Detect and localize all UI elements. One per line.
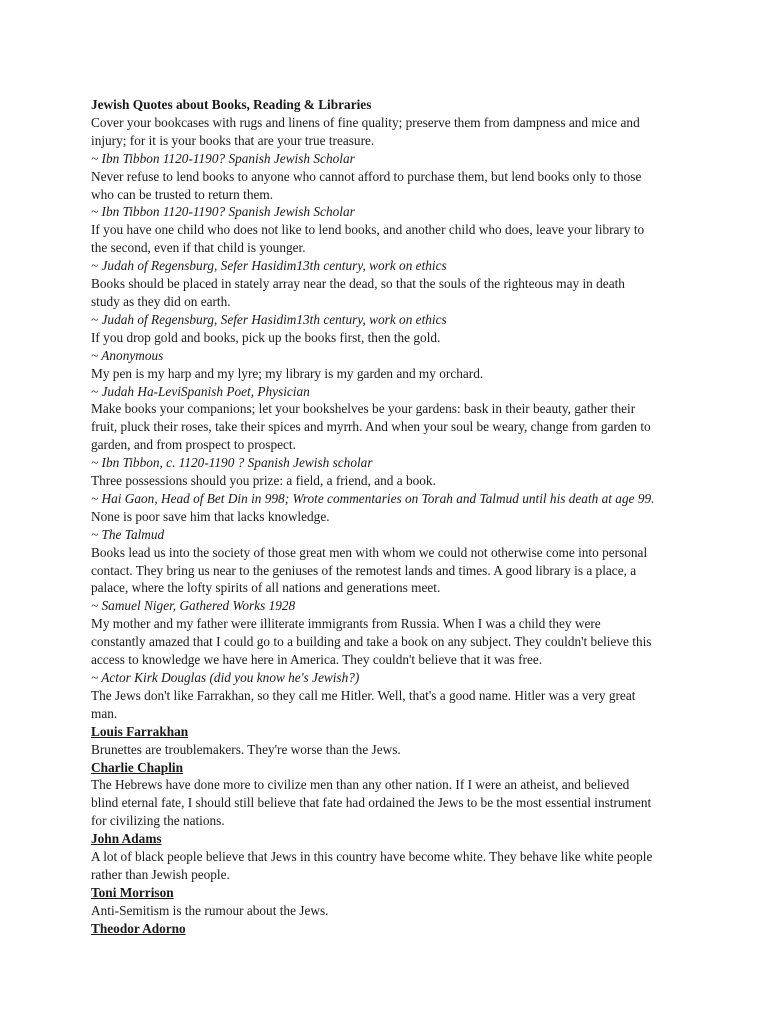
quote-attribution: ~ Samuel Niger, Gathered Works 1928: [91, 598, 296, 614]
quote-text-line: The Jews don't like Farrakhan, so they call me Hitler. Well, that's a good name. Hitler was a very great: [91, 687, 636, 703]
quote-entry: [91, 365, 731, 401]
quote-attribution: ~ Judah Ha-LeviSpanish Poet, Physician: [91, 383, 310, 399]
quote-attribution: ~ Hai Gaon, Head of Bet Din in 998; Wrote commentaries on Torah and Talmud until his death at age 99.: [91, 490, 655, 506]
quote-text-line: fruit, pluck their roses, take their spices and myrrh. And when your soul be weary, change from garden to: [91, 419, 651, 435]
quote-entry: [91, 329, 731, 365]
quote-attribution: ~ Judah of Regensburg, Sefer Hasidim13th century, work on ethics: [91, 311, 447, 327]
quote-text-line: The Hebrews have done more to civilize men than any other nation. If I were an atheist, and believed: [91, 777, 630, 793]
quote-text-line: constantly amazed that I could go to a building and take a book on any subject. They couldn't believe this: [91, 634, 652, 650]
quote-entry: [91, 902, 731, 938]
quote-text-line: Cover your bookcases with rugs and linens of fine quality; preserve them from dampness and mice and: [91, 114, 640, 130]
quote-attribution: ~ Ibn Tibbon 1120-1190? Spanish Jewish Scholar: [91, 150, 355, 166]
quote-entry: [91, 615, 731, 687]
quote-entry: [91, 472, 731, 508]
quote-text-line: study as they did on earth.: [91, 293, 231, 309]
quote-attribution: ~ Anonymous: [91, 347, 164, 363]
quote-entry: [91, 776, 731, 848]
quote-text-line: for civilizing the nations.: [91, 813, 225, 829]
quote-text-line: If you have one child who does not like to lend books, and another child who does, leave your library to: [91, 222, 645, 238]
document-page: [91, 96, 731, 938]
quote-text-line: man.: [91, 705, 118, 721]
quote-entry: [91, 544, 731, 616]
quote-attribution: ~ The Talmud: [91, 526, 165, 542]
quote-text-line: rather than Jewish people.: [91, 866, 230, 882]
quote-text-line: Books should be placed in stately array near the dead, so that the souls of the righteous may in death: [91, 276, 625, 292]
quote-text-line: who can be trusted to return them.: [91, 186, 274, 202]
quote-text-line: A lot of black people believe that Jews in this country have become white. They behave like white people: [91, 849, 653, 865]
quote-attribution: ~ Ibn Tibbon, c. 1120-1190 ? Spanish Jewish scholar: [91, 455, 373, 471]
quote-text-line: Brunettes are troublemakers. They're worse than the Jews.: [91, 741, 401, 757]
quote-attribution: ~ Ibn Tibbon 1120-1190? Spanish Jewish Scholar: [91, 204, 355, 220]
quote-text-line: Never refuse to lend books to anyone who cannot afford to purchase them, but lend books only to those: [91, 168, 642, 184]
quote-attribution: ~ Judah of Regensburg, Sefer Hasidim13th century, work on ethics: [91, 258, 447, 274]
quote-entry: [91, 168, 731, 222]
quote-author-name: Toni Morrison: [91, 884, 174, 900]
quote-author-name: Louis Farrakhan: [91, 723, 189, 739]
quote-entry: [91, 508, 731, 544]
quote-entry: [91, 400, 731, 472]
quote-text-line: Three possessions should you prize: a field, a friend, and a book.: [91, 473, 436, 489]
quote-text-line: Anti-Semitism is the rumour about the Jews.: [91, 902, 329, 918]
quote-text-line: blind eternal fate, I should still believe that fate had ordained the Jews to be the most essential instrument: [91, 795, 652, 811]
quote-entry: [91, 275, 731, 329]
quote-text-line: palace, where the lofty spirits of all nations and generations meet.: [91, 580, 441, 596]
quote-list: [91, 114, 731, 938]
quote-text-line: My pen is my harp and my lyre; my library is my garden and my orchard.: [91, 365, 484, 381]
quote-entry: [91, 848, 731, 902]
document-title: Jewish Quotes about Books, Reading & Libraries: [91, 97, 372, 112]
quote-author-name: Theodor Adorno: [91, 920, 186, 936]
quote-entry: [91, 221, 731, 275]
quote-text-line: the second, even if that child is younger.: [91, 240, 306, 256]
quote-text-line: Books lead us into the society of those great men with whom we could not otherwise come into personal: [91, 544, 648, 560]
quote-entry: [91, 741, 731, 777]
quote-text-line: My mother and my father were illiterate immigrants from Russia. When I was a child they were: [91, 616, 601, 632]
quote-author-name: John Adams: [91, 831, 162, 847]
quote-text-line: None is poor save him that lacks knowledge.: [91, 508, 330, 524]
quote-text-line: garden, and from prospect to prospect.: [91, 437, 296, 453]
quote-entry: [91, 687, 731, 741]
quote-author-name: Charlie Chaplin: [91, 759, 183, 775]
quote-attribution: ~ Actor Kirk Douglas (did you know he's Jewish?): [91, 670, 360, 685]
quote-text-line: Make books your companions; let your bookshelves be your gardens: bask in their beauty, gather their: [91, 401, 636, 417]
quote-text-line: contact. They bring us near to the geniuses of the remotest lands and times. A good library is a place, a: [91, 562, 637, 578]
quote-text-line: If you drop gold and books, pick up the books first, then the gold.: [91, 329, 441, 345]
quote-entry: [91, 114, 731, 168]
quote-text-line: injury; for it is your books that are your true treasure.: [91, 132, 375, 148]
quote-text-line: access to knowledge we have here in America. They couldn't believe that it was free.: [91, 652, 543, 668]
